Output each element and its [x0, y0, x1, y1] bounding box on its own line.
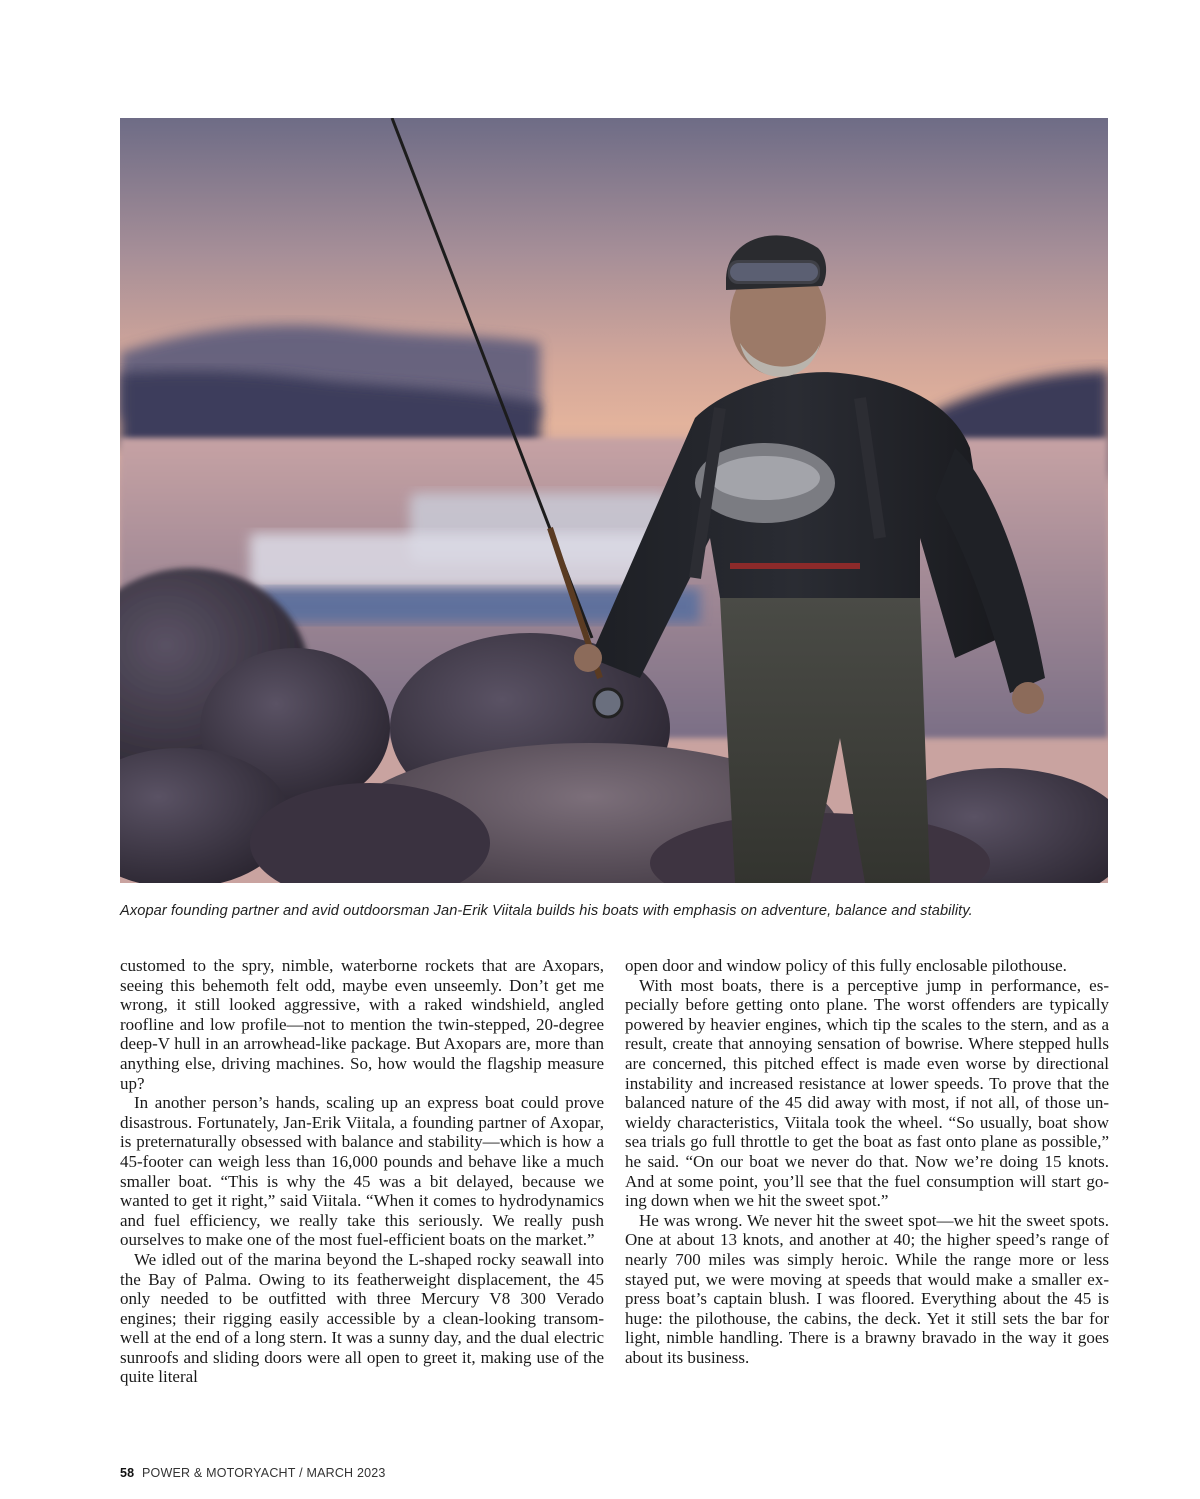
fisherman-photo-illustration — [120, 118, 1108, 883]
issue-date: MARCH 2023 — [306, 1466, 386, 1480]
article-paragraph: open door and window policy of this fully enclosable pilothouse. — [625, 956, 1067, 975]
publication-name: POWER & MOTORYACHT — [142, 1466, 296, 1480]
article-column-right — [625, 956, 1109, 1367]
article-paragraph: customed to the spry, nimble, waterborne rockets that are Axopars, seeing this behemoth felt odd, maybe even unseemly. Don’t get me wrong, it still looked aggressive, with a raked windshield, angled roofline and low profile—not to mention the twin-stepped, 20-degree deep-V hull in an arrowhead-like package. But Axopars are, more than anything else, driving machines. So, how would the flagship measure up? — [120, 956, 604, 1093]
article-column-left — [120, 956, 604, 1387]
article-paragraph: He was wrong. We never hit the sweet spot—we hit the sweet spots. One at about 13 knots, and another at 40; the higher speed’s range of nearly 700 miles was simply heroic. While the range more or less stayed put, we were moving at speeds that would make a smaller express boat’s captain blush. I was floored. Everything about the 45 is huge: the pilothouse, the cabins, the deck. Yet it still sets the bar for light, nimble handling. There is a brawny bravado in the way it goes about its business. — [625, 1210, 1109, 1367]
photo-caption: Axopar founding partner and avid outdoorsman Jan-Erik Viitala builds his boats with emphasis on adventure, balance and stability. — [120, 903, 973, 919]
page-footer — [120, 1466, 386, 1480]
feature-photo — [120, 118, 1108, 883]
article-paragraph: In another person’s hands, scaling up an express boat could prove disastrous. Fortunately, Jan-Erik Viitala, a founding partner of Axopar, is preternaturally obsessed with balance and stability—which is how a 45-footer can weigh less than 16,000 pounds and behave like a much smaller boat. “This is why the 45 was a bit delayed, because we wanted to get it right,” said Viitala. “When it comes to hydrodynamics and fuel efficiency, we really take this seriously. We really push ourselves to make one of the most fuel-efficient boats on the market.” — [120, 1093, 604, 1250]
article-paragraph: With most boats, there is a perceptive jump in performance, especially before getting onto plane. The worst offenders are typically powered by heavier engines, which tip the scales to the stern, and as a result, create that annoying sensation of bowrise. Where stepped hulls are concerned, this pitched effect is made even worse by directional instability and increased resistance at lower speeds. To prove that the balanced nature of the 45 did away with most, if not all, of those unwieldy characteristics, Viitala took the wheel. “So usually, boat show sea trials go full throttle to get the boat as fast onto plane as possible,” he said. “On our boat we never do that. Now we’re doing 15 knots. And at some point, you’ll see that the fuel consumption will start going down when we hit the sweet spot.” — [625, 975, 1109, 1211]
article-paragraph: We idled out of the marina beyond the L-shaped rocky seawall into the Bay of Palma. Owing to its featherweight displacement, the 45 only needed to be outfitted with three Mercury V8 300 Verado engines; their rigging easily accessible by a clean-looking transom-well at the end of a long stern. It was a sunny day, and the dual electric sunroofs and sliding doors were all open to greet it, making use of the quite literal — [120, 1249, 604, 1387]
page-number: 58 — [120, 1466, 135, 1480]
folio-separator: / — [299, 1466, 303, 1480]
